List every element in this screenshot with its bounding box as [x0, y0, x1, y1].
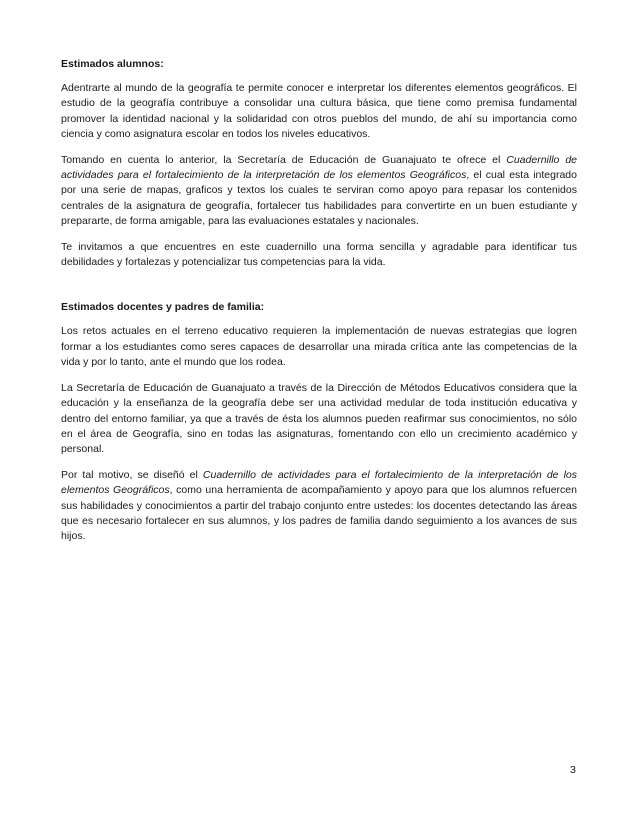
students-paragraph-1: Adentrarte al mundo de la geografía te permite conocer e interpretar los diferentes elementos geográficos. El estudio de la geografía contribuye a consolidar una cultura básica, que tiene como premisa fundamental promover la identidad nacional y la solidaridad con otros pueblos del mundo, de ahí su importancia como ciencia y como asignatura escolar en todos los niveles educativos. [61, 82, 577, 141]
teachers-paragraph-3-end: , como una herramienta de acompañamiento y apoyo para que los alumnos refuercen sus habilidades y conocimientos a partir del trabajo conjunto entre ustedes: los docentes detectando las áreas que es necesario fortalecer en sus alumnos, y los padres de familia dando seguimiento a los avances de sus hijos. [61, 484, 577, 543]
teachers-parents-heading: Estimados docentes y padres de familia: [61, 301, 265, 314]
booklet-title-italic: Cuadernillo de actividades para el fortalecimiento de la interpretación de los elementos Geográficos [61, 153, 577, 182]
teachers-paragraph-3 [61, 468, 577, 545]
teachers-paragraph-2: La Secretaría de Educación de Guanajuato a través de la Dirección de Métodos Educativos considera que la educación y la enseñanza de la geografía debe ser una actividad medular de toda institución educativa y dentro del entorno familiar, ya que a través de ésta los alumnos pueden reafirmar sus conocimientos, no sólo en el área de Geografía, sino en todas las asignaturas, fomentando con ello un crecimiento académico y personal. [61, 381, 577, 456]
section-spacer [61, 280, 577, 300]
booklet-title-italic-2: Cuadernillo de actividades para el fortalecimiento de la interpretación de los elementos Geográficos [61, 468, 577, 497]
students-paragraph-3: Te invitamos a que encuentres en este cuadernillo una forma sencilla y agradable para identificar tus debilidades y fortalezas y potencializar tus competencias para la vida. [61, 240, 577, 269]
teachers-paragraph-1: Los retos actuales en el terreno educativo requieren la implementación de nuevas estrategias que logren formar a los estudiantes como seres capaces de desarrollar una mirada crítica ante las competencias de la vida y por lo tanto, ante el mundo que los rodea. [61, 325, 577, 369]
teachers-paragraph-3-start: Por tal motivo, se diseñó el [61, 468, 203, 481]
students-paragraph-2-start: Tomando en cuenta lo anterior, la Secretaría de Educación de Guanajuato te ofrece el [61, 153, 507, 166]
students-paragraph-2 [61, 153, 577, 230]
document-page [61, 57, 577, 555]
students-heading: Estimados alumnos: [61, 58, 164, 70]
students-paragraph-2-end: , el cual esta integrado por una serie de mapas, graficos y textos los cuales te serviran como apoyo para repasar los contenidos centrales de la asignatura de geografía, fortalecer tus habilidades para convertirte en un buen estudiante y prepararte, de forma amigable, para las evaluaciones estatales y nacionales. [61, 169, 577, 228]
page-number: 3 [570, 764, 576, 776]
